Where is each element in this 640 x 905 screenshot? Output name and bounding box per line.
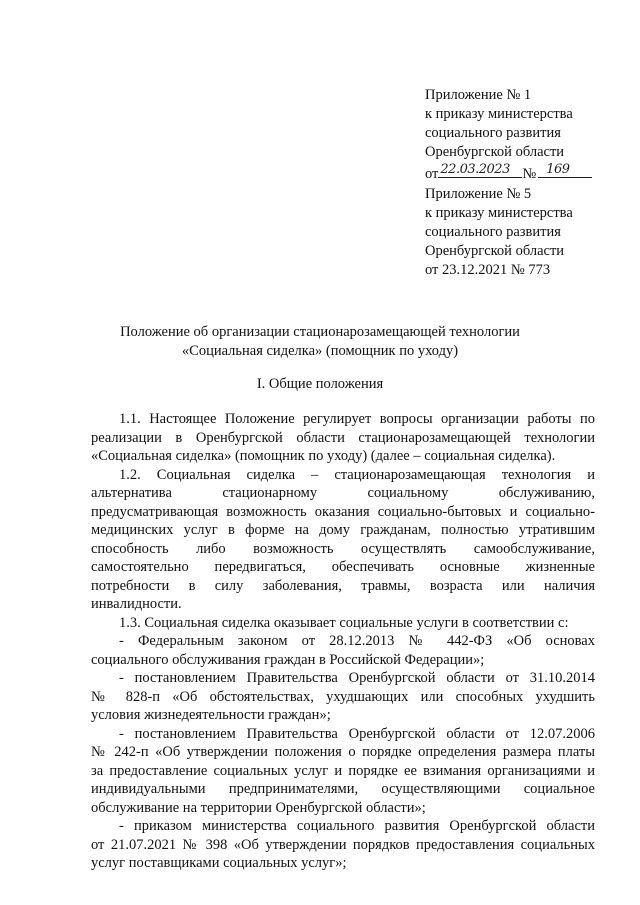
appendix-1-date-number (425, 162, 625, 184)
body-line: 1.1. Настоящее Положение регулирует вопросы организации работы по (119, 411, 595, 427)
body-line: предусматривающая возможность оказания социально-бытовых и социально- (91, 503, 595, 520)
body-line: альтернатива стационарному социальному обслуживанию, (91, 485, 595, 501)
body-line: № 242-п «Об утверждении положения о порядке определения размера платы (91, 744, 595, 760)
document-title (80, 323, 560, 361)
document-body (91, 410, 595, 873)
appendix-5-title: Приложение № 5 (425, 186, 532, 202)
document-title-line2: «Социальная сиделка» (помощник по уходу) (181, 343, 459, 359)
body-line: «Социальная сиделка» (помощник по уходу) (далее – социальная сиделка). (91, 448, 556, 464)
body-line: способность либо возможность осуществлять самообслуживание, (91, 540, 595, 557)
body-line: - постановлением Правительства Оренбургской области от 12.07.2006 (119, 725, 595, 742)
body-line: 1.2. Социальная сиделка – стационарозамещающая технология и (119, 466, 595, 483)
appendix-1-title: Приложение № 1 (425, 87, 532, 103)
body-line: индивидуальными предпринимателями, осуществляющими социальное (91, 781, 595, 797)
date-field (438, 162, 522, 178)
body-line: услуг поставщиками социальных услуг»; (91, 855, 347, 871)
handwritten-number: 169 (546, 162, 570, 177)
appendix-1-header (425, 86, 625, 184)
appendix-5-line4: Оренбургской области (425, 243, 565, 259)
body-line: реализации в Оренбургской области стационарозамещающей технологии (91, 429, 595, 446)
appendix-5-header (425, 185, 625, 280)
appendix-5-line3: социального развития (425, 224, 561, 240)
body-line: - постановлением Правительства Оренбургской области от 31.10.2014 (119, 670, 595, 686)
body-line: социального обслуживания граждан в Российской Федерации»; (91, 651, 485, 668)
document-title-line1: Положение об организации стационарозамещающей технологии (120, 324, 520, 340)
handwritten-date: 22.03.2023 (440, 162, 510, 177)
body-line: за предоставление социальных услуг и порядке ее взимания организациями и (91, 762, 595, 779)
body-line: самостоятельно передвигаться, обеспечивать основные жизненные (91, 559, 595, 575)
number-field (538, 162, 592, 178)
appendix-1-line3: социального развития (425, 125, 561, 141)
body-line: условия жизнедеятельности граждан»; (91, 707, 331, 723)
section-heading: I. Общие положения (256, 376, 384, 392)
body-line: инвалидности. (91, 596, 182, 612)
body-line: № 828-п «Об обстоятельствах, ухудшающих или способных ухудшить (91, 688, 595, 705)
body-line: 1.3. Социальная сиделка оказывает социальные услуги в соответствии с: (119, 614, 569, 631)
body-line: - Федеральным законом от 28.12.2013 № 442-ФЗ «Об основах (119, 633, 595, 649)
body-line: - приказом министерства социального развития Оренбургской области (119, 818, 595, 834)
body-line: медицинских услуг в форме на дому гражданам, полностью утратившим (91, 522, 595, 538)
number-label: № (522, 166, 537, 182)
body-line: потребности в силу заболевания, травмы, возраста или наличия (91, 577, 595, 594)
appendix-5-line5: от 23.12.2021 № 773 (425, 262, 551, 278)
appendix-5-line2: к приказу министерства (425, 205, 573, 221)
body-line: от 21.07.2021 № 398 «Об утверждении порядков предоставления социальных (91, 836, 595, 853)
appendix-1-line2: к приказу министерства (425, 106, 573, 122)
from-label: от (425, 166, 439, 182)
body-line: обслуживание на территории Оренбургской области»; (91, 799, 426, 816)
appendix-1-line4: Оренбургской области (425, 144, 565, 160)
